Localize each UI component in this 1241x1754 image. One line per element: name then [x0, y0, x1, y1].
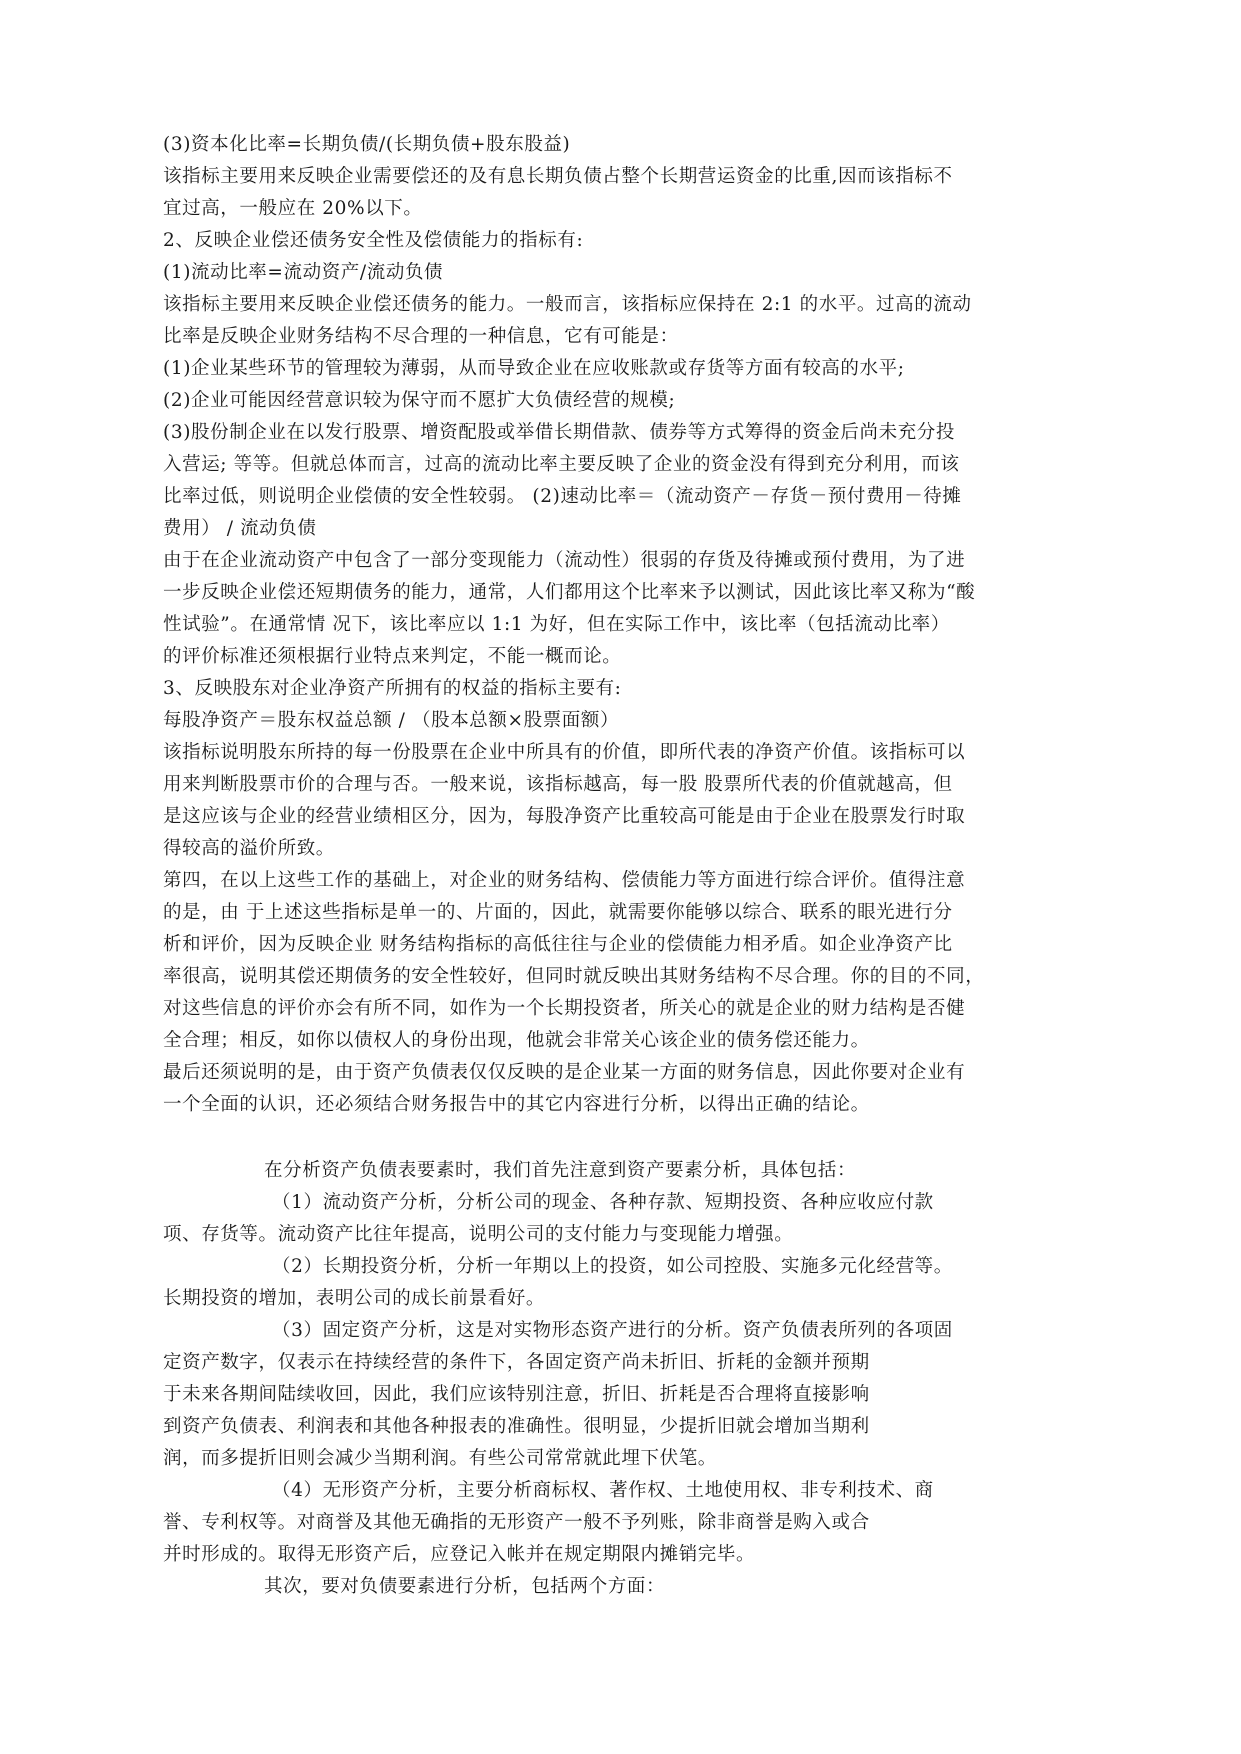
text-line: (3)股份制企业在以发行股票、增资配股或举借长期借款、债券等方式筹得的资金后尚未充分投 — [163, 422, 956, 443]
text-line: 比率是反映企业财务结构不尽合理的一种信息，它有可能是： — [163, 326, 679, 347]
text-line: 每股净资产＝股东权益总额 / （股本总额×股票面额） — [163, 710, 620, 731]
text-line: （4）无形资产分析，主要分析商标权、著作权、土地使用权、非专利技术、商 — [272, 1480, 934, 1501]
text-line: (1)流动比率=流动资产/流动负债 — [163, 262, 444, 283]
text-line: （2）长期投资分析，分析一年期以上的投资，如公司控股、实施多元化经营等。 — [272, 1256, 953, 1277]
text-line: 的是，由 于上述这些指标是单一的、片面的，因此，就需要你能够以综合、联系的眼光进行分 — [163, 902, 953, 923]
text-line: 润，而多提折旧则会减少当期利润。有些公司常常就此埋下伏笔。 — [163, 1448, 717, 1469]
text-line: 对这些信息的评价亦会有所不同，如作为一个长期投资者，所关心的就是企业的财力结构是否健 — [163, 998, 966, 1019]
text-line: 该指标主要用来反映企业偿还债务的能力。一般而言，该指标应保持在 2:1 的水平。过高的流动 — [163, 294, 972, 315]
text-line: 一步反映企业偿还短期债务的能力，通常，人们都用这个比率来予以测试，因此该比率又称为“酸 — [163, 582, 976, 603]
text-line: 性试验”。在通常情 况下，该比率应以 1:1 为好，但在实际工作中，该比率（包括流动比率） — [163, 614, 950, 635]
text-line: 用来判断股票市价的合理与否。一般来说，该指标越高，每一股 股票所代表的价值就越高，但 — [163, 774, 953, 795]
text-line: 到资产负债表、利润表和其他各种报表的准确性。很明显，少提折旧就会增加当期利 — [163, 1416, 870, 1437]
text-line: 定资产数字，仅表示在持续经营的条件下，各固定资产尚未折旧、折耗的金额并预期 — [163, 1352, 870, 1373]
text-line: 一个全面的认识，还必须结合财务报告中的其它内容进行分析，以得出正确的结论。 — [163, 1094, 870, 1115]
text-line: 在分析资产负债表要素时，我们首先注意到资产要素分析，具体包括： — [264, 1160, 857, 1181]
text-line: 宜过高，一般应在 20%以下。 — [163, 198, 423, 219]
text-line: （1）流动资产分析，分析公司的现金、各种存款、短期投资、各种应收应付款 — [272, 1192, 934, 1213]
text-line: 由于在企业流动资产中包含了一部分变现能力（流动性）很弱的存货及待摊或预付费用，为了进 — [163, 550, 966, 571]
text-line: （3）固定资产分析，这是对实物形态资产进行的分析。资产负债表所列的各项固 — [272, 1320, 953, 1341]
text-line: 比率过低，则说明企业偿债的安全性较弱。 (2)速动比率＝（流动资产－存货－预付费用－待摊 — [163, 486, 962, 507]
text-line: 于未来各期间陆续收回，因此，我们应该特别注意，折旧、折耗是否合理将直接影响 — [163, 1384, 870, 1405]
text-line: 费用） / 流动负债 — [163, 518, 317, 539]
text-line: 全合理；相反，如你以债权人的身份出现，他就会非常关心该企业的债务偿还能力。 — [163, 1030, 870, 1051]
text-line: 2、反映企业偿还债务安全性及偿债能力的指标有: — [163, 230, 584, 251]
text-line: 是这应该与企业的经营业绩相区分，因为，每股净资产比重较高可能是由于企业在股票发行时取 — [163, 806, 966, 827]
text-line: 项、存货等。流动资产比往年提高，说明公司的支付能力与变现能力增强。 — [163, 1224, 794, 1245]
text-line: 誉、专利权等。对商誉及其他无确指的无形资产一般不予列账，除非商誉是购入或合 — [163, 1512, 870, 1533]
text-line: 率很高，说明其偿还期债务的安全性较好，但同时就反映出其财务结构不尽合理。你的目的不同， — [163, 966, 985, 987]
text-line: 最后还须说明的是，由于资产负债表仅仅反映的是企业某一方面的财务信息，因此你要对企业有 — [163, 1062, 966, 1083]
text-line: 入营运; 等等。但就总体而言，过高的流动比率主要反映了企业的资金没有得到充分利用，而该 — [163, 454, 960, 475]
text-line: 其次，要对负债要素进行分析，包括两个方面： — [264, 1576, 666, 1597]
text-line: (3)资本化比率=长期负债/(长期负债+股东股益) — [163, 134, 571, 155]
text-line: 长期投资的增加，表明公司的成长前景看好。 — [163, 1288, 546, 1309]
text-line: 并时形成的。取得无形资产后，应登记入帐并在规定期限内摊销完毕。 — [163, 1544, 756, 1565]
text-line: 3、反映股东对企业净资产所拥有的权益的指标主要有: — [163, 678, 622, 699]
text-line: 的评价标准还须根据行业特点来判定，不能一概而论。 — [163, 646, 622, 667]
text-line: (1)企业某些环节的管理较为薄弱，从而导致企业在应收账款或存货等方面有较高的水平; — [163, 358, 905, 379]
text-line: 该指标说明股东所持的每一份股票在企业中所具有的价值，即所代表的净资产价值。该指标可以 — [163, 742, 966, 763]
text-line: 析和评价，因为反映企业 财务结构指标的高低往往与企业的偿债能力相矛盾。如企业净资产比 — [163, 934, 953, 955]
text-line: 该指标主要用来反映企业需要偿还的及有息长期负债占整个长期营运资金的比重,因而该指标不 — [163, 166, 953, 187]
text-line: 得较高的溢价所致。 — [163, 838, 335, 859]
text-line: 第四，在以上这些工作的基础上，对企业的财务结构、偿债能力等方面进行综合评价。值得注意 — [163, 870, 966, 891]
text-line: (2)企业可能因经营意识较为保守而不愿扩大负债经营的规模; — [163, 390, 676, 411]
